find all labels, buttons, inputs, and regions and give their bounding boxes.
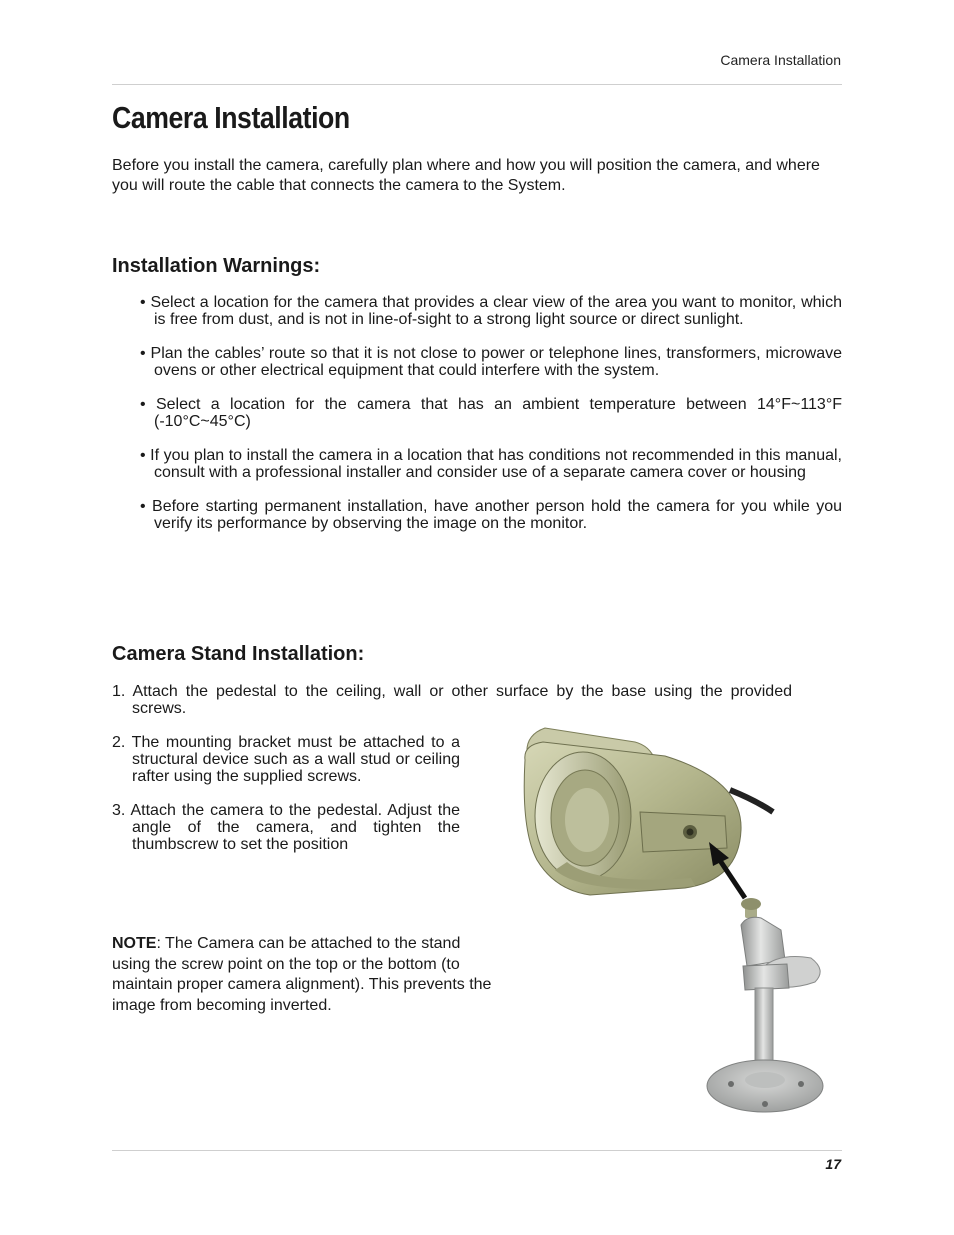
warning-item: • Plan the cables’ route so that it is not close to power or telephone lines, transformers, microwave ovens or other electrical equipment that could interfere with the system.: [140, 345, 842, 379]
page-title: Camera Installation: [112, 100, 350, 135]
camera-body: [524, 728, 773, 895]
warning-item: • Select a location for the camera that provides a clear view of the area you want to monitor, which is free from dust, and is not in line-of-sight to a strong light source or direct sunlight.: [140, 294, 842, 328]
stand-heading: Camera Stand Installation:: [112, 643, 365, 665]
warnings-list: [112, 294, 842, 549]
warning-item: • Before starting permanent installation, have another person hold the camera for you while you verify its performance by observing the image on the monitor.: [140, 498, 842, 532]
page-number: 17: [825, 1156, 841, 1172]
step-item-3: 3. Attach the camera to the pedestal. Adjust the angle of the camera, and tighten the thumbscrew to set the position: [112, 802, 460, 853]
step-item-2: 2. The mounting bracket must be attached to a structural device such as a wall stud or ceiling rafter using the supplied screws.: [112, 734, 460, 785]
intro-paragraph: Before you install the camera, carefully plan where and how you will position the camera, and where you will route the cable that connects the camera to the System.: [112, 157, 820, 194]
header-rule: [112, 84, 842, 85]
camera-stand-illustration: [515, 720, 835, 1120]
warning-item: • If you plan to install the camera in a location that has conditions not recommended in this manual, consult with a professional installer and consider use of a separate camera cover or housing: [140, 447, 842, 481]
note-text: : The Camera can be attached to the stand using the screw point on the top or the bottom (to maintain proper camera alignment). This prevents the image from becoming inverted.: [112, 935, 492, 1014]
running-header: Camera Installation: [720, 52, 841, 68]
note-label: NOTE: [112, 935, 157, 952]
warning-item: • Select a location for the camera that has an ambient temperature between 14°F~113°F (-10°C~45°C): [140, 396, 842, 430]
step-list-narrow: [112, 734, 460, 870]
camera-stand: [707, 898, 823, 1112]
step-item-1: 1. Attach the pedestal to the ceiling, wall or other surface by the base using the provided screws.: [112, 683, 792, 717]
note-paragraph: [112, 934, 497, 1016]
footer-rule: [112, 1150, 842, 1151]
warnings-heading: Installation Warnings:: [112, 255, 321, 277]
